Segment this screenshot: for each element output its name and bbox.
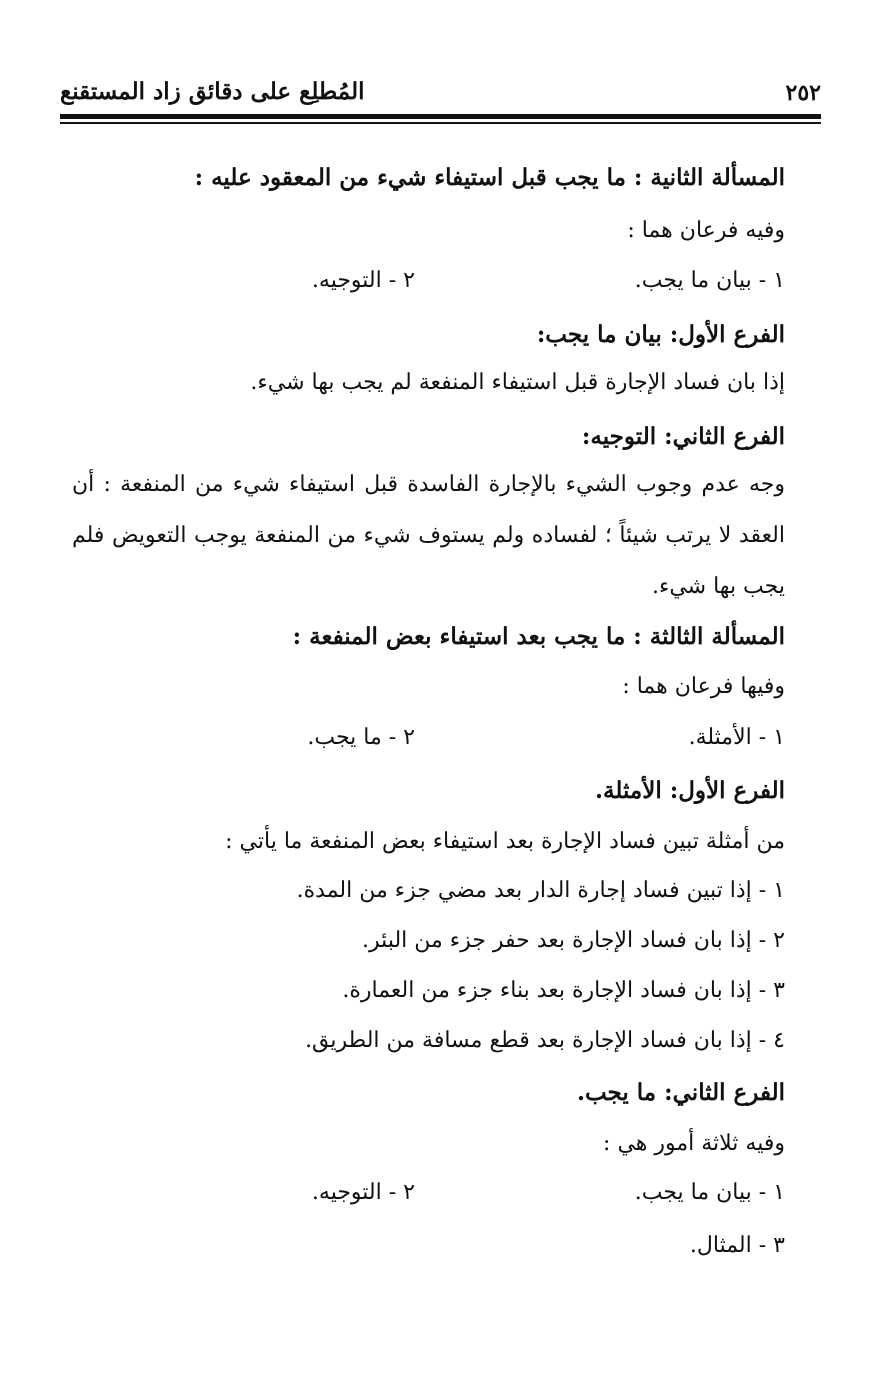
two-column-list: [72, 723, 785, 753]
heading-branch-1-examples: الفرع الأول: الأمثلة.: [595, 777, 785, 804]
paragraph-line: وجه عدم وجوب الشيء بالإجارة الفاسدة قبل استيفاء شيء من المنفعة : أن: [72, 472, 785, 497]
page-header: [60, 72, 821, 110]
heading-branch-1: الفرع الأول: بيان ما يجب:: [536, 321, 785, 348]
list-item: ٤ - إذا بان فساد الإجارة بعد قطع مسافة من الطريق.: [305, 1028, 785, 1053]
paragraph-line: وفيها فرعان هما :: [622, 674, 785, 699]
heading-issue-2: المسألة الثانية : ما يجب قبل استيفاء شيء من المعقود عليه :: [194, 164, 785, 191]
header-rule-thick: [60, 114, 821, 119]
heading-branch-2-what-is-due: الفرع الثاني: ما يجب.: [576, 1079, 785, 1106]
list-item: ١ - بيان ما يجب.: [634, 1180, 785, 1205]
paragraph-line: يجب بها شيء.: [652, 574, 785, 599]
paragraph-line: وفيه ثلاثة أمور هي :: [603, 1131, 785, 1156]
list-item: ١ - إذا تبين فساد إجارة الدار بعد مضي جزء من المدة.: [296, 878, 785, 903]
paragraph-line: العقد لا يرتب شيئاً ؛ لفساده ولم يستوف شيء من المنفعة يوجب التعويض فلم: [72, 523, 785, 548]
list-item: ٢ - التوجيه.: [311, 268, 415, 293]
heading-branch-2: الفرع الثاني: التوجيه:: [581, 423, 785, 450]
page-number: ٢٥٢: [785, 80, 821, 106]
two-column-list: [72, 266, 785, 296]
heading-issue-3: المسألة الثالثة : ما يجب بعد استيفاء بعض المنفعة :: [292, 623, 785, 650]
list-item: ٢ - إذا بان فساد الإجارة بعد حفر جزء من البئر.: [362, 928, 785, 953]
two-column-list: [72, 1178, 785, 1208]
list-item: ١ - بيان ما يجب.: [634, 268, 785, 293]
list-item: ٣ - المثال.: [689, 1233, 785, 1258]
paragraph-line: من أمثلة تبين فساد الإجارة بعد استيفاء بعض المنفعة ما يأتي :: [225, 829, 785, 854]
list-item: ٣ - إذا بان فساد الإجارة بعد بناء جزء من العمارة.: [342, 978, 785, 1003]
paragraph-line: وفيه فرعان هما :: [627, 218, 785, 243]
header-rule-thin: [60, 122, 821, 124]
book-title: المُطلِع على دقائق زاد المستقنع: [60, 78, 365, 105]
list-item: ١ - الأمثلة.: [688, 725, 785, 750]
list-item: ٢ - التوجيه.: [311, 1180, 415, 1205]
list-item: ٢ - ما يجب.: [307, 725, 415, 750]
paragraph-line: إذا بان فساد الإجارة قبل استيفاء المنفعة لم يجب بها شيء.: [250, 370, 785, 395]
